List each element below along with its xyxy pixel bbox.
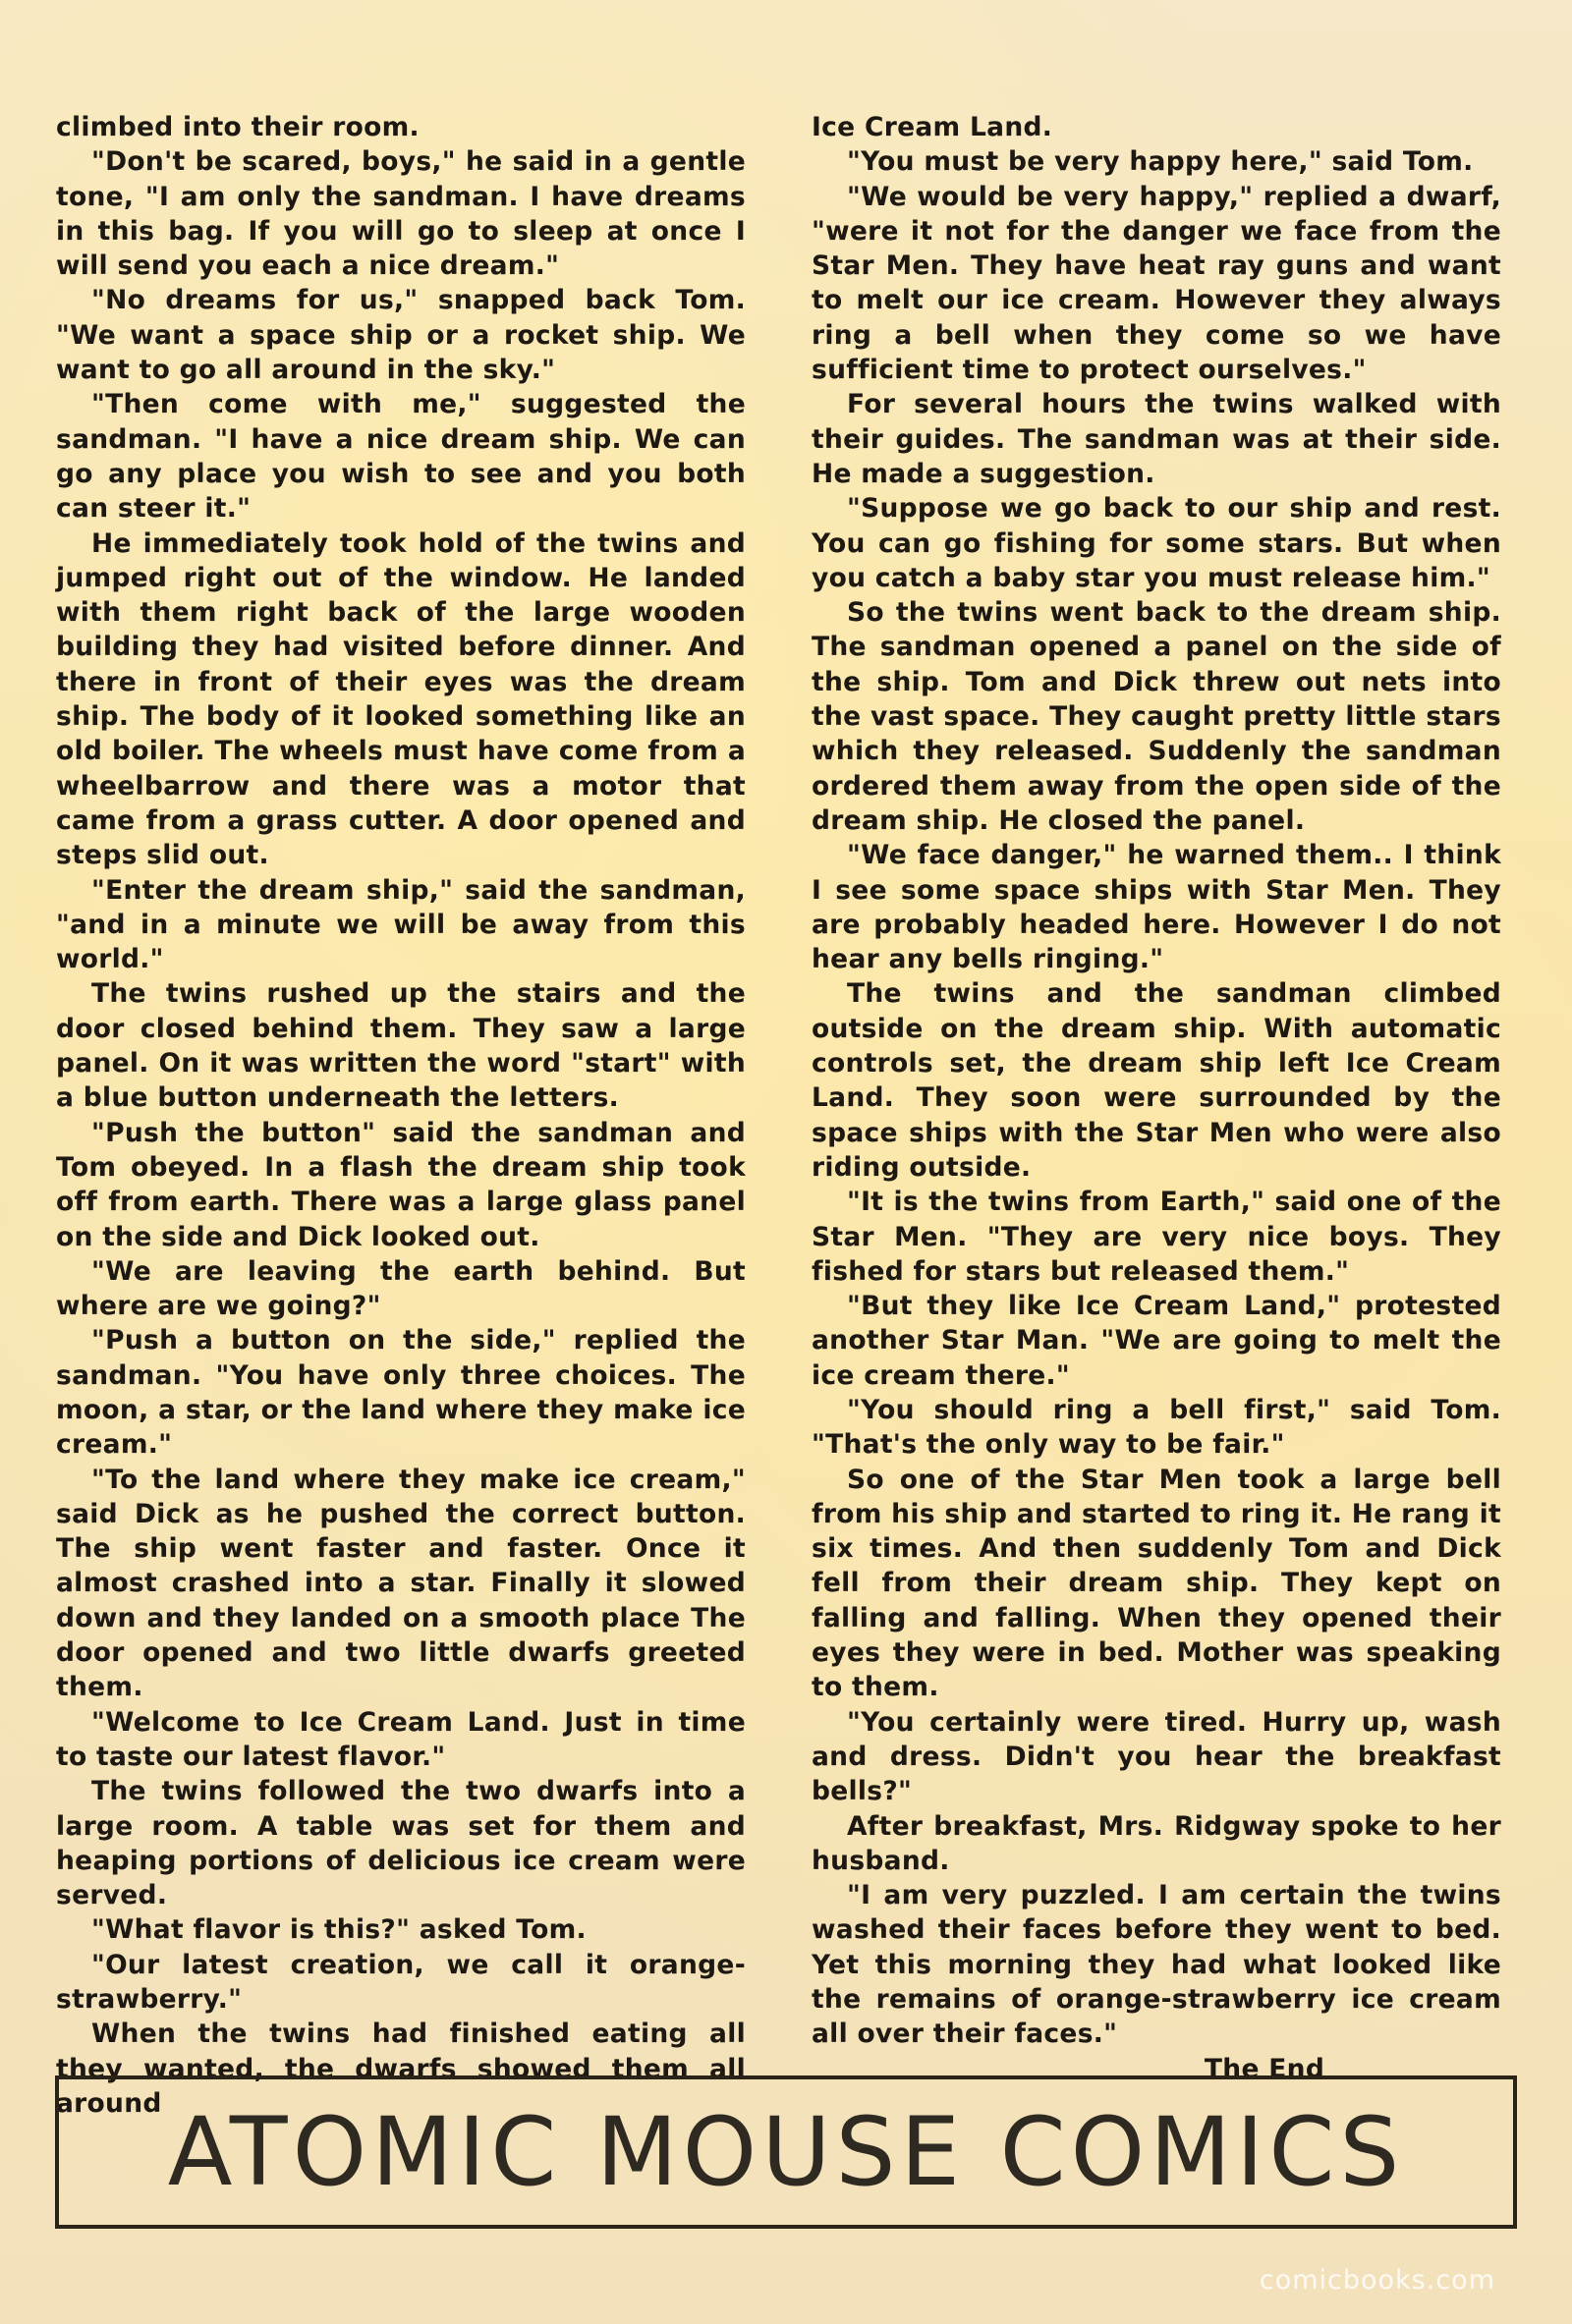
story-end-label: The End [1204, 2053, 1325, 2084]
paragraph: climbed into their room. [56, 112, 420, 142]
paragraph: "Push a button on the side," replied the sandman. "You have only three choices. The moon, a star, or the land where they make ice cream." [56, 1325, 746, 1461]
banner-title: ATOMIC MOUSE COMICS [167, 2097, 1405, 2207]
paragraph: He immediately took hold of the twins and jumped right out of the window. He landed with them right back of the large wooden building they had visited before dinner. And there in front of their eyes was the dream ship. The body of it looked something like an old boiler. The wheels must have come from a wheelbarrow and there was a motor that came from a grass cutter. A door opened and steps slid out. [56, 527, 746, 871]
paragraph: "Enter the dream ship," said the sandman, "and in a minute we will be away from this world." [56, 874, 746, 975]
paragraph: "We are leaving the earth behind. But where are we going?" [56, 1255, 746, 1322]
paragraph: When the twins had finished eating all they wanted, the dwarfs showed them all around [56, 2019, 746, 2119]
paragraph: The twins rushed up the stairs and the door closed behind them. They saw a large panel. On it was written the word "start" with a blue button underneath the letters. [56, 978, 746, 1114]
story-column-right [812, 110, 1501, 2086]
paragraph: "You must be very happy here," said Tom. [847, 146, 1474, 178]
paragraph: "We face danger," he warned them.. I think I see some space ships with Star Men. They are probably headed here. However I do not hear any bells ringing." [812, 840, 1501, 975]
paragraph: "Then come with me," suggested the sandman. "I have a nice dream ship. We can go any place you wish to see and you both can steer it." [56, 389, 746, 525]
paragraph: "Our latest creation, we call it orange-strawberry." [56, 1949, 746, 2016]
paragraph: The twins and the sandman climbed outside on the dream ship. With automatic controls set, the dream ship left Ice Cream Land. They soon were surrounded by the space ships with the Star Men who were also riding outside. [812, 978, 1501, 1183]
paragraph: "Welcome to Ice Cream Land. Just in time to taste our latest flavor." [56, 1706, 746, 1772]
paragraph: After breakfast, Mrs. Ridgway spoke to her husband. [812, 1810, 1501, 1876]
paragraph: "But they like Ice Cream Land," protested another Star Man. "We are going to melt the ice cream there." [812, 1291, 1501, 1391]
paragraph: So the twins went back to the dream ship. The sandman opened a panel on the side of the ship. Tom and Dick threw out nets into the vast space. They caught pretty little stars which they released. Suddenly the sandman ordered them away from the open side of the dream ship. He closed the panel. [812, 597, 1501, 836]
paragraph: For several hours the twins walked with their guides. The sandman was at their side. He made a suggestion. [812, 389, 1501, 489]
paragraph: "I am very puzzled. I am certain the twins washed their faces before they went to bed. Yet this morning they had what looked like the remains of orange-strawberry ice cream all over their faces." [812, 1880, 1501, 2050]
title-banner [55, 2075, 1517, 2229]
paragraph: "What flavor is this?" asked Tom. [91, 1914, 587, 1946]
paragraph: "We would be very happy," replied a dwarf, "were it not for the danger we face from the Star Men. They have heat ray guns and want to melt our ice cream. However they always ring a bell when they come so we have sufficient time to protect ourselves." [812, 181, 1501, 386]
paragraph: "You certainly were tired. Hurry up, wash and dress. Didn't you hear the breakfast bells?" [812, 1706, 1501, 1807]
site-watermark: comicbooks.com [1259, 2265, 1495, 2296]
paragraph: "No dreams for us," snapped back Tom. "We want a space ship or a rocket ship. We want to go all around in the sky." [56, 285, 746, 386]
paragraph: "Suppose we go back to our ship and rest. You can go fishing for some stars. But when you catch a baby star you must release him." [812, 493, 1501, 593]
paragraph: "You should ring a bell first," said Tom. "That's the only way to be fair." [812, 1394, 1501, 1461]
paragraph: So one of the Star Men took a large bell from his ship and started to ring it. He rang it six times. And then suddenly Tom and Dick fell from their dream ship. They kept on falling and falling. When they opened their eyes they were in bed. Mother was speaking to them. [812, 1464, 1501, 1703]
paragraph: Ice Cream Land. [812, 112, 1053, 142]
paragraph: "Don't be scared, boys," he said in a gentle tone, "I am only the sandman. I have dreams in this bag. If you will go to sleep at once I will send you each a nice dream." [56, 146, 746, 282]
story-column-left [56, 110, 746, 2121]
paragraph: The twins followed the two dwarfs into a large room. A table was set for them and heaping portions of delicious ice cream were served. [56, 1776, 746, 1911]
paragraph: "Push the button" said the sandman and Tom obeyed. In a flash the dream ship took off from earth. There was a large glass panel on the side and Dick looked out. [56, 1117, 746, 1252]
paragraph: "It is the twins from Earth," said one of the Star Men. "They are very nice boys. They fished for stars but released them." [812, 1187, 1501, 1287]
paragraph: "To the land where they make ice cream," said Dick as he pushed the correct button. The ship went faster and faster. Once it almost crashed into a star. Finally it slowed down and they landed on a smooth place The door opened and two little dwarfs greeted them. [56, 1464, 746, 1703]
